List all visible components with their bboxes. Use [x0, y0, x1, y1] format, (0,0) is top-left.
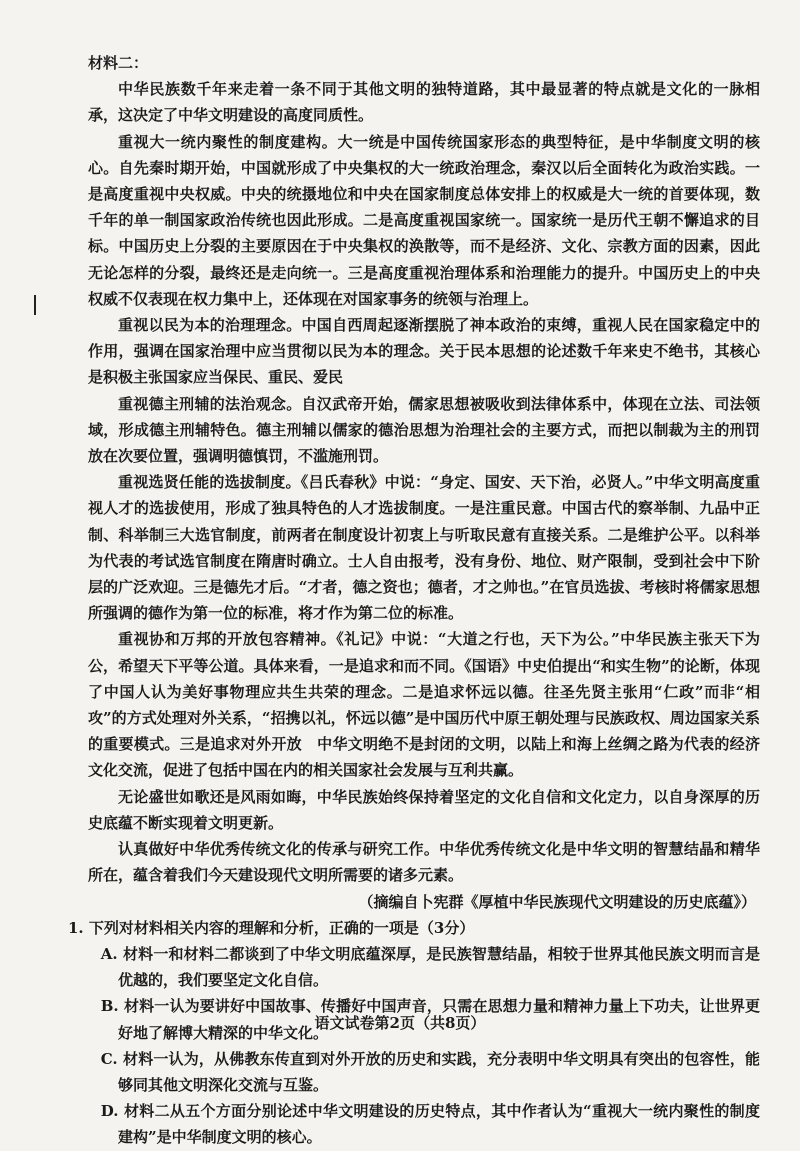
- paragraph-rule-of-law: 重视德主刑辅的法治观念。自汉武帝开始，儒家思想被吸收到法律体系中，体现在立法、司法领域，形成德主刑辅特色。德主刑辅以儒家的德治思想为治理社会的主要方式，而把以制裁为主的刑罚放在次要位置，强调明德慎罚，不滥施刑罚。: [88, 394, 760, 466]
- option-c: C. 材料一认为，从佛教东传直到对外开放的历史和实践，充分表明中华文明具有突出的包容性，能够同其他文明深化交流与互鉴。: [100, 1049, 760, 1094]
- exam-page: [68, 50, 760, 1151]
- material-heading: 材料二：: [88, 54, 149, 72]
- paragraph-people-oriented: 重视以民为本的治理理念。中国自西周起逐渐摆脱了神本政治的束缚，重视人民在国家稳定中的作用，强调在国家治理中应当贯彻以民为本的理念。关于民本思想的论述数千年来史不绝书，其核心是积极主张国家应当保民、重民、爱民: [88, 316, 760, 387]
- question-stem: 1. 下列对材料相关内容的理解和分析，正确的一项是（3分）: [68, 918, 475, 937]
- page-footer: 语文试卷第2页（共8页）: [314, 1014, 486, 1032]
- paragraph-inheritance: 认真做好中华优秀传统文化的传承与研究工作。中华优秀传统文化是中华文明的智慧结晶和精华所在，蕴含着我们今天建设现代文明所需要的诸多元素。: [88, 840, 760, 885]
- paragraph-openness: 重视协和万邦的开放包容精神。《礼记》中说：“大道之行也，天下为公。”中华民族主张天下为公，希望天下平等公道。具体来看，一是追求和而不同。《国语》中史伯提出“和实生物”的论断，体现了中国人认为美好事物理应共生共荣的理念。二是追求怀远以德。往圣先贤主张用“仁政”而非“相攻”的方式处理对外关系，“招携以礼，怀远以德”是中国历代中原王朝处理与民族政权、周边国家关系的重要模式。三是追求对外开放 中华文明绝不是封闭的文明，以陆上和海上丝绸之路为代表的经济文化交流，促进了包括中国在内的相关国家社会发展与互利共赢。: [88, 630, 760, 780]
- option-d: D. 材料二从五个方面分别论述中华文明建设的历史特点，其中作者认为“重视大一统内聚性的制度建构”是中华制度文明的核心。: [100, 1102, 760, 1147]
- option-b: B. 材料一认为要讲好中国故事、传播好中国声音，只需在思想力量和精神力量上下功夫，让世界更好地了解博大精深的中华文化。: [100, 997, 760, 1042]
- paragraph-talent-selection: 重视选贤任能的选拔制度。《吕氏春秋》中说：“身定、国安、天下治，必贤人。”中华文明高度重视人才的选拔使用，形成了独具特色的人才选拔制度。一是注重民意。中国古代的察举制、九品中正制、科举制三大选官制度，前两者在制度设计初衷上与听取民意有直接关系。二是维护公平。以科举为代表的考试选官制度在隋唐时确立。士人自由报考，没有身份、地位、财产限制，受到社会中下阶层的广泛欢迎。三是德先才后。“才者，德之资也；德者，才之帅也。”在官员选拔、考核时将儒家思想所强调的德作为第一位的标准，将才作为第二位的标准。: [88, 473, 760, 623]
- margin-mark: [34, 295, 36, 315]
- source-citation: （摘编自卜宪群《厚植中华民族现代文明建设的历史底蕴》）: [358, 892, 756, 911]
- paragraph-confidence: 无论盛世如歌还是风雨如晦，中华民族始终保持着坚定的文化自信和文化定力，以自身深厚的历史底蕴不断实现着文明更新。: [88, 787, 760, 832]
- paragraph-intro: 中华民族数千年来走着一条不同于其他文明的独特道路，其中最显著的特点就是文化的一脉相承，这决定了中华文明建设的高度同质性。: [88, 80, 760, 125]
- option-a: A. 材料一和材料二都谈到了中华文明底蕴深厚，是民族智慧结晶，相较于世界其他民族文明而言是优越的，我们要坚定文化自信。: [100, 944, 760, 990]
- paragraph-unification: 重视大一统内聚性的制度建构。大一统是中国传统国家形态的典型特征，是中华制度文明的核心。自先秦时期开始，中国就形成了中央集权的大一统政治理念，秦汉以后全面转化为政治实践。一是高度重视中央权威。中央的统摄地位和中央在国家制度总体安排上的权威是大一统的首要体现，数千年的单一制国家政治传统也因此形成。二是高度重视国家统一。国家统一是历代王朝不懈追求的目标。中国历史上分裂的主要原因在于中央集权的涣散等，而不是经济、文化、宗教方面的因素，因此无论怎样的分裂，最终还是走向统一。三是高度重视治理体系和治理能力的提升。中国历史上的中央权威不仅表现在权力集中上，还体现在对国家事务的统领与治理上。: [88, 132, 760, 308]
